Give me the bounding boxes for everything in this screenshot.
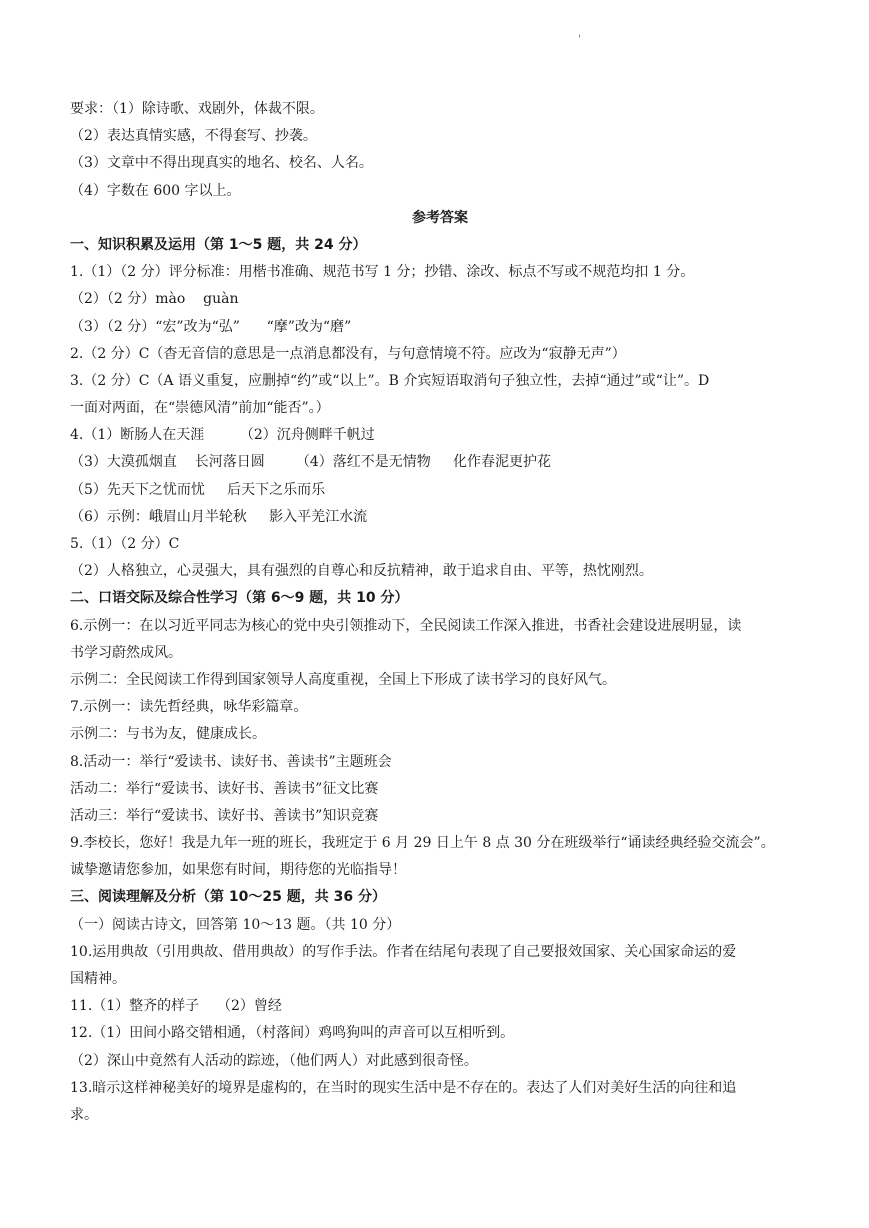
text-line: 书学习蔚然成风。 (70, 644, 182, 661)
text-line: 示例二：与书为友，健康成长。 (70, 726, 266, 743)
text-line: 2.（2 分）C（杳无音信的意思是一点消息都没有，与句意情境不符。应改为“寂静无声”） (70, 345, 626, 362)
text-line: 12.（1）田间小路交错相通，（村落间）鸡鸣狗叫的声音可以互相听到。 (70, 1025, 515, 1042)
text-line: （2）人格独立，心灵强大，具有强烈的自尊心和反抗精神，敢于追求自由、平等，热忱刚烈。 (70, 563, 653, 580)
text-line: 活动三：举行“爱读书、读好书、善读书”知识竞赛 (70, 807, 379, 824)
section-heading: 二、口语交际及综合性学习（第 6～9 题，共 10 分） (70, 590, 409, 607)
section-heading: 一、知识积累及运用（第 1～5 题，共 24 分） (70, 236, 367, 253)
text-line: 一面对两面，在“崇德风清”前加“能否”。） (70, 400, 330, 417)
text-line: 诚挚邀请您参加，如果您有时间，期待您的光临指导！ (70, 862, 406, 879)
text-line: 国精神。 (70, 971, 126, 987)
text-line: （4）字数在 600 字以上。 (70, 182, 241, 199)
text-line: （3）文章中不得出现真实的地名、校名、人名。 (70, 155, 373, 172)
text-line: （一）阅读古诗文，回答第 10～13 题。（共 10 分） (70, 916, 401, 933)
text-line: 6.示例一：在以习近平同志为核心的党中央引领推动下，全民阅读工作深入推进，书香社会建设进展明显，读 (70, 617, 742, 634)
text-line: 活动二：举行“爱读书、读好书、善读书”征文比赛 (70, 780, 379, 797)
text-line: 5.（1）（2 分）C (70, 536, 180, 552)
text-line: （2）（2 分）mào guàn (70, 291, 239, 308)
text-line: 13.暗示这样神秘美好的境界是虚构的，在当时的现实生活中是不存在的。表达了人们对美好生活的向往和追 (70, 1079, 737, 1096)
text-line: （3）大漠孤烟直 长河落日圆 （4）落红不是无情物 化作春泥更护花 (70, 454, 552, 471)
section-heading: 三、阅读理解及分析（第 10～25 题，共 36 分） (70, 889, 386, 906)
text-line: 求。 (70, 1106, 98, 1123)
text-line: 示例二：全民阅读工作得到国家领导人高度重视，全国上下形成了读书学习的良好风气。 (70, 671, 616, 688)
text-line: （2）深山中竟然有人活动的踪迹，（他们两人）对此感到很奇怪。 (70, 1052, 478, 1069)
document-body (70, 96, 810, 1129)
text-line: 11.（1）整齐的样子 （2）曾经 (70, 998, 282, 1015)
text-line: （6）示例：峨眉山月半轮秋 影入平羌江水流 (70, 508, 368, 525)
text-line: 10.运用典故（引用典故、借用典故）的写作手法。作者在结尾句表现了自己要报效国家、关心国家命运的爱 (70, 943, 737, 960)
answer-title: 参考答案 (412, 209, 468, 226)
text-line: 7.示例一：读先哲经典，咏华彩篇章。 (70, 699, 308, 716)
text-line: 要求：（1）除诗歌、戏剧外，体裁不限。 (70, 101, 324, 117)
text-line: 4.（1）断肠人在天涯 （2）沉舟侧畔千帆过 (70, 427, 375, 444)
text-line: （2）表达真情实感，不得套写、抄袭。 (70, 128, 317, 145)
text-line: 1.（1）（2 分）评分标准：用楷书准确、规范书写 1 分；抄错、涂改、标点不写或不规范均扣 1 分。 (70, 264, 695, 281)
page-top-mark: ' (578, 34, 581, 45)
text-line: 8.活动一：举行“爱读书、读好书、善读书”主题班会 (70, 753, 392, 770)
text-line: 9.李校长，您好！我是九年一班的班长，我班定于 6 月 29 日上午 8 点 30 分在班级举行“诵读经典经验交流会”。 (70, 835, 775, 852)
text-line: （3）（2 分）“宏”改为“弘” “摩”改为“磨” (70, 318, 352, 335)
text-line: 3.（2 分）C（A 语义重复，应删掉“约”或“以上”。B 介宾短语取消句子独立性，去掉“通过”或“让”。D (70, 372, 710, 389)
text-line: （5）先天下之忧而忧 后天下之乐而乐 (70, 481, 326, 498)
